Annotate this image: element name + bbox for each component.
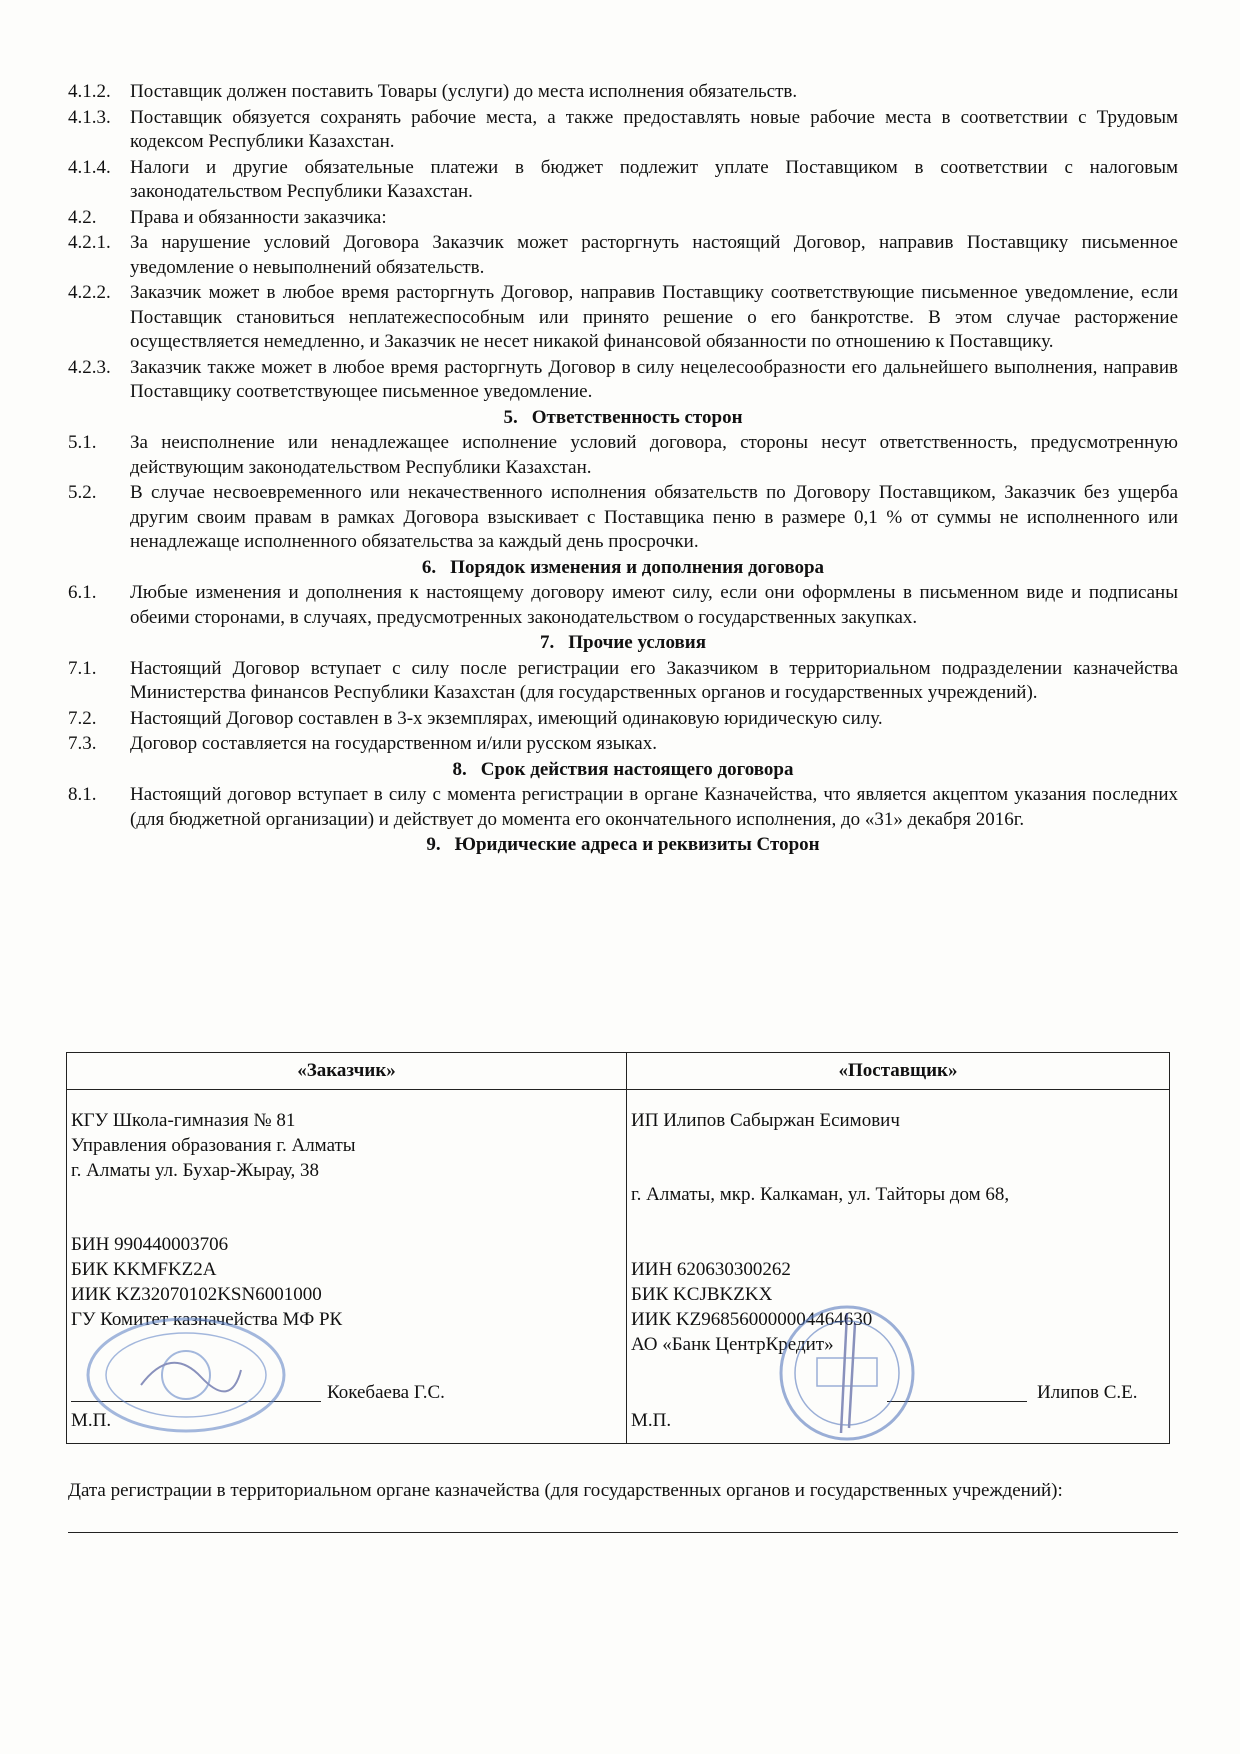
section-title: Юридические адреса и реквизиты Сторон	[454, 834, 820, 855]
supplier-header: «Поставщик»	[627, 1053, 1169, 1090]
clause-text: Поставщик обязуется сохранять рабочие места, а также предоставлять новые рабочие места в соответствии с Трудовым кодексом Республики Казахстан.	[130, 106, 1178, 152]
clause-number: 4.2.	[68, 206, 97, 228]
section-6-heading	[68, 556, 1178, 581]
clause-number: 4.1.4.	[68, 156, 111, 178]
clause-item	[68, 783, 1178, 832]
clause-item	[68, 156, 1178, 205]
supplier-iik: ИИК KZ968560000004464630	[631, 1309, 873, 1330]
section-5-items	[68, 431, 1178, 555]
clause-text: Заказчик также может в любое время расторгнуть Договор в силу нецелесообразности его дальнейшего выполнения, направив Поставщику соответствующее письменное уведомление.	[130, 356, 1178, 402]
clause-number: 5.1.	[68, 432, 97, 453]
section-title: Ответственность сторон	[531, 406, 743, 428]
section-title: Прочие условия	[568, 632, 706, 653]
section-8-heading	[68, 758, 1178, 783]
clause-item	[68, 206, 1178, 231]
section-4-items	[68, 80, 1178, 405]
customer-bin: БИН 990440003706	[71, 1234, 229, 1255]
clause-number: 5.2.	[68, 482, 97, 503]
section-number: 9.	[426, 834, 441, 855]
supplier-signatory: Илипов С.Е.	[1037, 1382, 1138, 1403]
clause-item	[68, 106, 1178, 155]
clause-text: В случае несвоевременного или некачественного исполнения обязательств по Договору Поставщиком, Заказчик без ущерба другим своим правам в рамках Договора взыскивает с Поставщика пеню в размере 0,1 % от суммы не исполненного или ненадлежаще исполненного обязательства за каждый день просрочки.	[130, 482, 1178, 552]
clause-item	[68, 581, 1178, 630]
section-number: 6.	[421, 556, 437, 578]
clause-item	[68, 356, 1178, 405]
section-9-heading	[68, 833, 1178, 858]
registration-line	[68, 1532, 1178, 1533]
contract-body	[68, 80, 1178, 859]
clause-number: 8.1.	[68, 784, 97, 805]
clause-item	[68, 481, 1178, 555]
clause-number: 6.1.	[68, 582, 97, 603]
supplier-address: г. Алматы, мкр. Калкаман, ул. Тайторы дом 68,	[631, 1184, 1010, 1205]
customer-column	[67, 1053, 627, 1443]
clause-number: 4.2.2.	[68, 282, 111, 303]
section-8-items	[68, 783, 1178, 832]
supplier-name: ИП Илипов Сабыржан Есимович	[631, 1110, 900, 1131]
clause-number: 4.2.1.	[68, 232, 111, 253]
clause-number: 4.1.2.	[68, 81, 111, 102]
customer-stamp-icon	[81, 1315, 291, 1435]
section-6-items	[68, 581, 1178, 630]
clause-text: Договор составляется на государственном и/или русском языках.	[130, 733, 657, 754]
clause-item	[68, 281, 1178, 355]
clause-text: За неисполнение или ненадлежащее исполнение условий договора, стороны несут ответственность, предусмотренную действующим законодательством Республики Казахстан.	[130, 432, 1178, 478]
clause-number: 4.1.3.	[68, 106, 111, 128]
section-7-heading	[68, 631, 1178, 656]
requisites-table	[66, 1052, 1170, 1444]
section-7-items	[68, 657, 1178, 757]
clause-text: За нарушение условий Договора Заказчик может расторгнуть настоящий Договор, направив Поставщику письменное уведомление о невыполнений обязательств.	[130, 232, 1178, 278]
clause-text: Настоящий Договор вступает с силу после регистрации его Заказчиком в территориальном подразделении казначейства Министерства финансов Республики Казахстан (для государственных органов и государственных учреждений).	[130, 657, 1178, 703]
customer-iik: ИИК KZ32070102KSN6001000	[71, 1284, 322, 1305]
clause-item	[68, 431, 1178, 480]
section-title: Порядок изменения и дополнения договора	[450, 556, 825, 578]
clause-number: 7.2.	[68, 707, 97, 729]
clause-text: Налоги и другие обязательные платежи в бюджет подлежит уплате Поставщиком в соответствии с налоговым законодательством Республики Казахстан.	[130, 156, 1178, 202]
supplier-column	[627, 1053, 1169, 1443]
supplier-bank: АО «Банк ЦентрКредит»	[631, 1334, 834, 1355]
section-number: 7.	[540, 632, 555, 653]
clause-text: Настоящий Договор составлен в 3-х экземплярах, имеющий одинаковую юридическую силу.	[130, 707, 883, 729]
customer-org: Управления образования г. Алматы	[71, 1135, 356, 1156]
section-number: 8.	[452, 758, 467, 780]
clause-item	[68, 657, 1178, 706]
clause-item	[68, 231, 1178, 280]
customer-name: КГУ Школа-гимназия № 81	[71, 1110, 296, 1131]
supplier-iin: ИИН 620630300262	[631, 1259, 791, 1280]
clause-text: Любые изменения и дополнения к настоящему договору имеют силу, если они оформлены в письменном виде и подписаны обеими сторонами, в случаях, предусмотренных законодательством о государственных закупках.	[130, 582, 1178, 628]
clause-text: Заказчик может в любое время расторгнуть Договор, направив Поставщику соответствующие письменное уведомление, если Поставщик становиться неплатежеспособным или принято решение о его банкротстве. В этом случае расторжение осуществляется немедленно, и Заказчик не несет никакой финансовой обязанности по отношению к Поставщику.	[130, 282, 1178, 352]
customer-mp: М.П.	[71, 1410, 112, 1431]
clause-text: Права и обязанности заказчика:	[130, 206, 387, 228]
supplier-mp: М.П.	[631, 1410, 672, 1431]
clause-number: 7.3.	[68, 733, 97, 754]
customer-bank: ГУ Комитет казначейства МФ РК	[71, 1309, 343, 1330]
clause-number: 4.2.3.	[68, 356, 111, 378]
supplier-stamp-icon	[737, 1303, 957, 1443]
section-title: Срок действия настоящего договора	[480, 758, 794, 780]
section-number: 5.	[503, 406, 518, 428]
customer-header: «Заказчик»	[67, 1053, 626, 1090]
section-5-heading	[68, 406, 1178, 431]
clause-number: 7.1.	[68, 657, 97, 679]
clause-item	[68, 707, 1178, 732]
clause-text: Поставщик должен поставить Товары (услуги) до места исполнения обязательств.	[130, 81, 798, 102]
customer-bik: БИК KKMFKZ2A	[71, 1259, 217, 1280]
registration-note: Дата регистрации в территориальном органе казначейства (для государственных органов и государственных учреждений):	[68, 1480, 1063, 1501]
clause-item	[68, 732, 1178, 757]
customer-signatory: Кокебаева Г.С.	[327, 1382, 445, 1403]
customer-address: г. Алматы ул. Бухар-Жырау, 38	[71, 1160, 319, 1181]
clause-item	[68, 80, 1178, 105]
supplier-bik: БИК KCJBKZKX	[631, 1284, 773, 1305]
clause-text: Настоящий договор вступает в силу с момента регистрации в органе Казначейства, что является акцептом указания последних (для бюджетной организации) и действует до момента его окончательного исполнения, до «31» декабря 2016г.	[130, 784, 1178, 830]
